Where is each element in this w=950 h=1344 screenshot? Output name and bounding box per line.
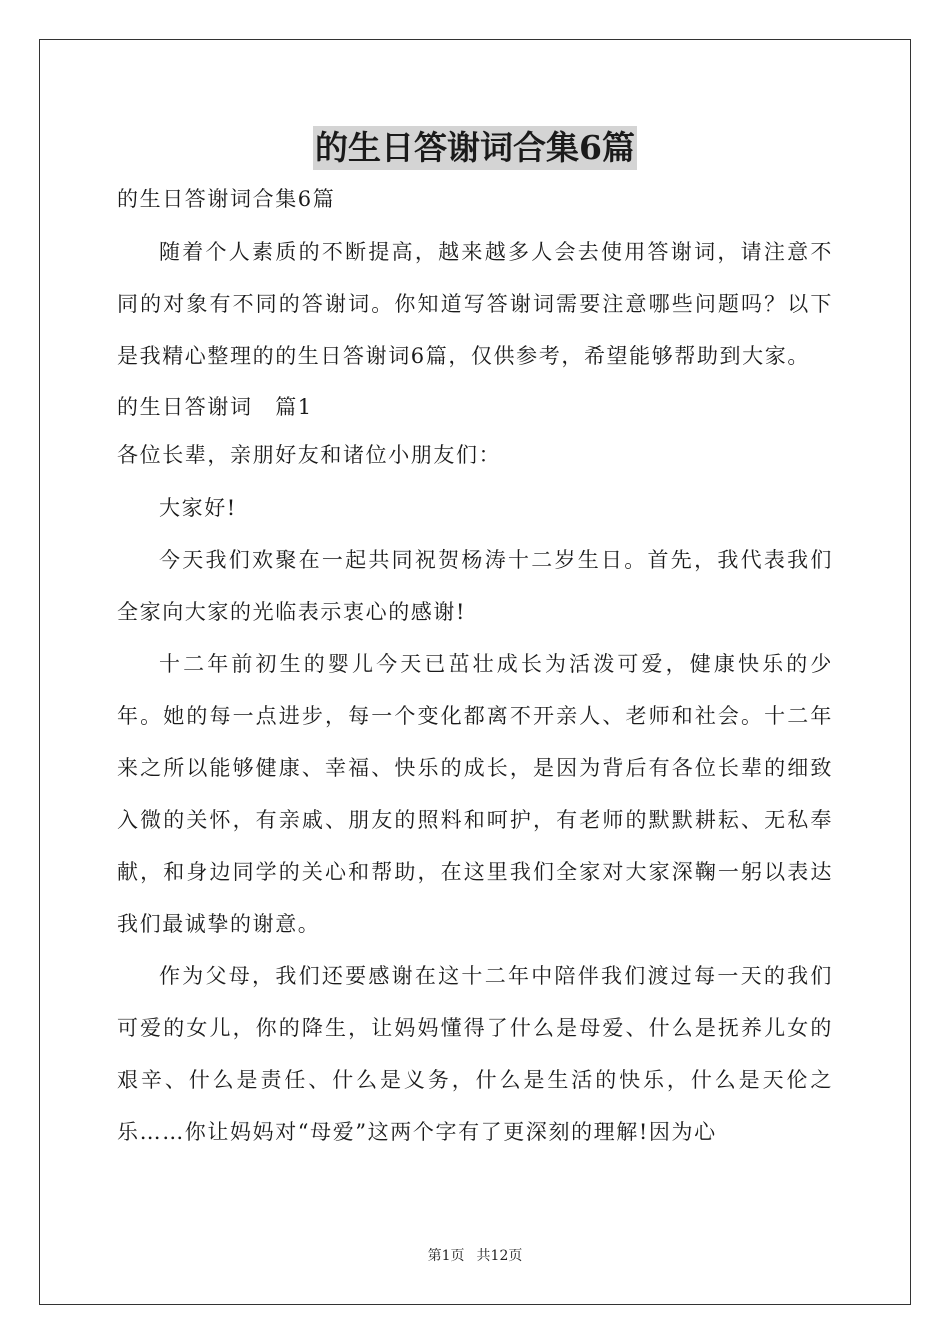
intro-paragraph: 随着个人素质的不断提高，越来越多人会去使用答谢词，请注意不同的对象有不同的答谢词。你知道写答谢词需要注意哪些问题吗？以下是我精心整理的的生日答谢词6篇，仅供参考，希望能够帮助到大家。 [117, 240, 833, 368]
page-footer [0, 1246, 950, 1266]
body-paragraph-2: 十二年前初生的婴儿今天已茁壮成长为活泼可爱，健康快乐的少年。她的每一点进步，每一个变化都离不开亲人、老师和社会。十二年来之所以能够健康、幸福、快乐的成长，是因为背后有各位长辈的细致入微的关怀，有亲戚、朋友的照料和呵护，有老师的默默耕耘、无私奉献，和身边同学的关心和帮助，在这里我们全家对大家深鞠一躬以表达我们最诚挚的谢意。 [117, 652, 833, 936]
page-total: 共12页 [476, 1248, 523, 1264]
body-paragraph-1: 今天我们欢聚在一起共同祝贺杨涛十二岁生日。首先，我代表我们全家向大家的光临表示衷心的感谢! [117, 548, 833, 624]
body-paragraph-3: 作为父母，我们还要感谢在这十二年中陪伴我们渡过每一天的我们可爱的女儿，你的降生，让妈妈懂得了什么是母爱、什么是抚养儿女的艰辛、什么是责任、什么是义务，什么是生活的快乐，什么是天伦之乐……你让妈妈对“母爱”这两个字有了更深刻的理解!因为心 [117, 964, 833, 1144]
document-body [117, 178, 833, 1158]
greeting: 大家好! [159, 496, 237, 520]
salutation: 各位长辈，亲朋好友和诸位小朋友们： [117, 443, 502, 467]
section-heading: 的生日答谢词 篇1 [117, 395, 313, 419]
title-area [0, 126, 950, 170]
document-title: 的生日答谢词合集6篇 [313, 126, 637, 170]
page-number: 第1页 [427, 1248, 465, 1264]
document-subtitle: 的生日答谢词合集6篇 [117, 187, 336, 211]
